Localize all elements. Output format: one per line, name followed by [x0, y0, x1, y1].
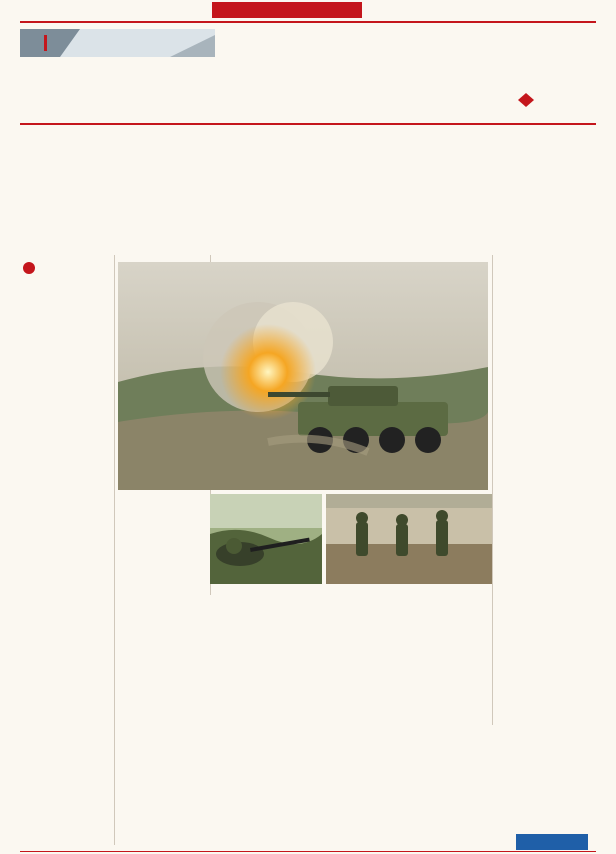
intro-label-box: [22, 260, 110, 274]
top-story-body: [20, 89, 510, 117]
top-col-5: [268, 89, 324, 117]
masthead: [0, 0, 616, 26]
top-col-2: [82, 89, 138, 117]
top-story-banner: [20, 29, 215, 57]
banner-illustration: [20, 29, 215, 57]
sniper-image: [210, 494, 322, 584]
top-col-3: [144, 89, 200, 117]
top-col-8: [454, 89, 510, 117]
col1-text: [22, 542, 110, 842]
photo-armored-vehicle: [118, 262, 488, 490]
photo-sniper: [210, 494, 322, 584]
training-image: [326, 494, 492, 584]
review-section: [516, 89, 596, 117]
intro-icon: [22, 261, 36, 275]
issue-badge: [516, 834, 588, 850]
armored-vehicle-image: [118, 262, 488, 490]
photo-training: [326, 494, 492, 584]
top-col-1: [20, 89, 76, 117]
top-col-7: [392, 89, 448, 117]
intro-text: [22, 278, 110, 508]
review-icon: [518, 93, 534, 107]
section-banner: [212, 2, 362, 18]
review-text: [516, 106, 596, 117]
top-col-6: [330, 89, 386, 117]
top-col-4: [206, 89, 262, 117]
